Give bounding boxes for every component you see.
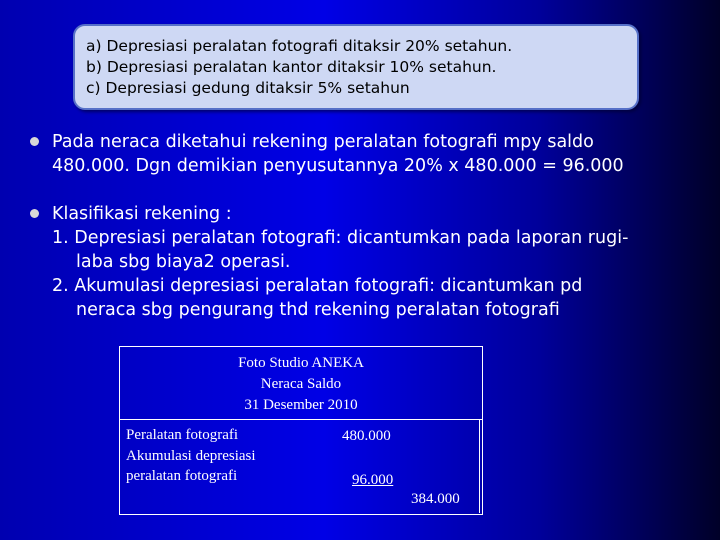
header-divider [120,419,482,420]
classification-item-1-cont: laba sbg biaya2 operasi. [76,252,291,272]
amount-net-book-value: 384.000 [411,491,460,507]
amount-accumulated: 96.000 [352,472,394,488]
classification-item-2-cont: neraca sbg pengurang thd rekening peralatan fotografi [76,300,560,320]
column-divider [479,419,480,513]
amount-equipment: 480.000 [342,428,391,444]
statement-title: Neraca Saldo [260,376,342,392]
bullet-text [52,130,624,178]
bullet-line: Pada neraca diketahui rekening peralatan fotografi mpy saldo [52,132,594,152]
bullet-dot-icon [30,209,39,218]
classification-item-1: 1. Depresiasi peralatan fotografi: dicantumkan pada laporan rugi- [52,228,629,248]
classification-item-2: 2. Akumulasi depresiasi peralatan fotografi: dicantumkan pd [52,276,583,296]
balance-sheet-table [119,346,483,515]
bullet-title: Klasifikasi rekening : [52,204,232,224]
bullet-text [52,202,628,322]
row-label-accumulated-cont: peralatan fotografi [126,468,238,484]
callout-line-a: a) Depresiasi peralatan fotografi ditaksir 20% setahun. [86,37,513,55]
callout-line-c: c) Depresiasi gedung ditaksir 5% setahun [86,79,410,97]
depreciation-rates-callout [73,24,639,110]
company-name: Foto Studio ANEKA [238,355,364,371]
row-label-equipment: Peralatan fotografi [126,427,239,443]
bullet-dot-icon [30,137,39,146]
callout-line-b: b) Depresiasi peralatan kantor ditaksir 10% setahun. [86,58,497,76]
statement-date: 31 Desember 2010 [244,397,358,413]
row-label-accumulated: Akumulasi depresiasi [126,448,256,464]
bullet-line: 480.000. Dgn demikian penyusutannya 20% x 480.000 = 96.000 [52,156,624,176]
